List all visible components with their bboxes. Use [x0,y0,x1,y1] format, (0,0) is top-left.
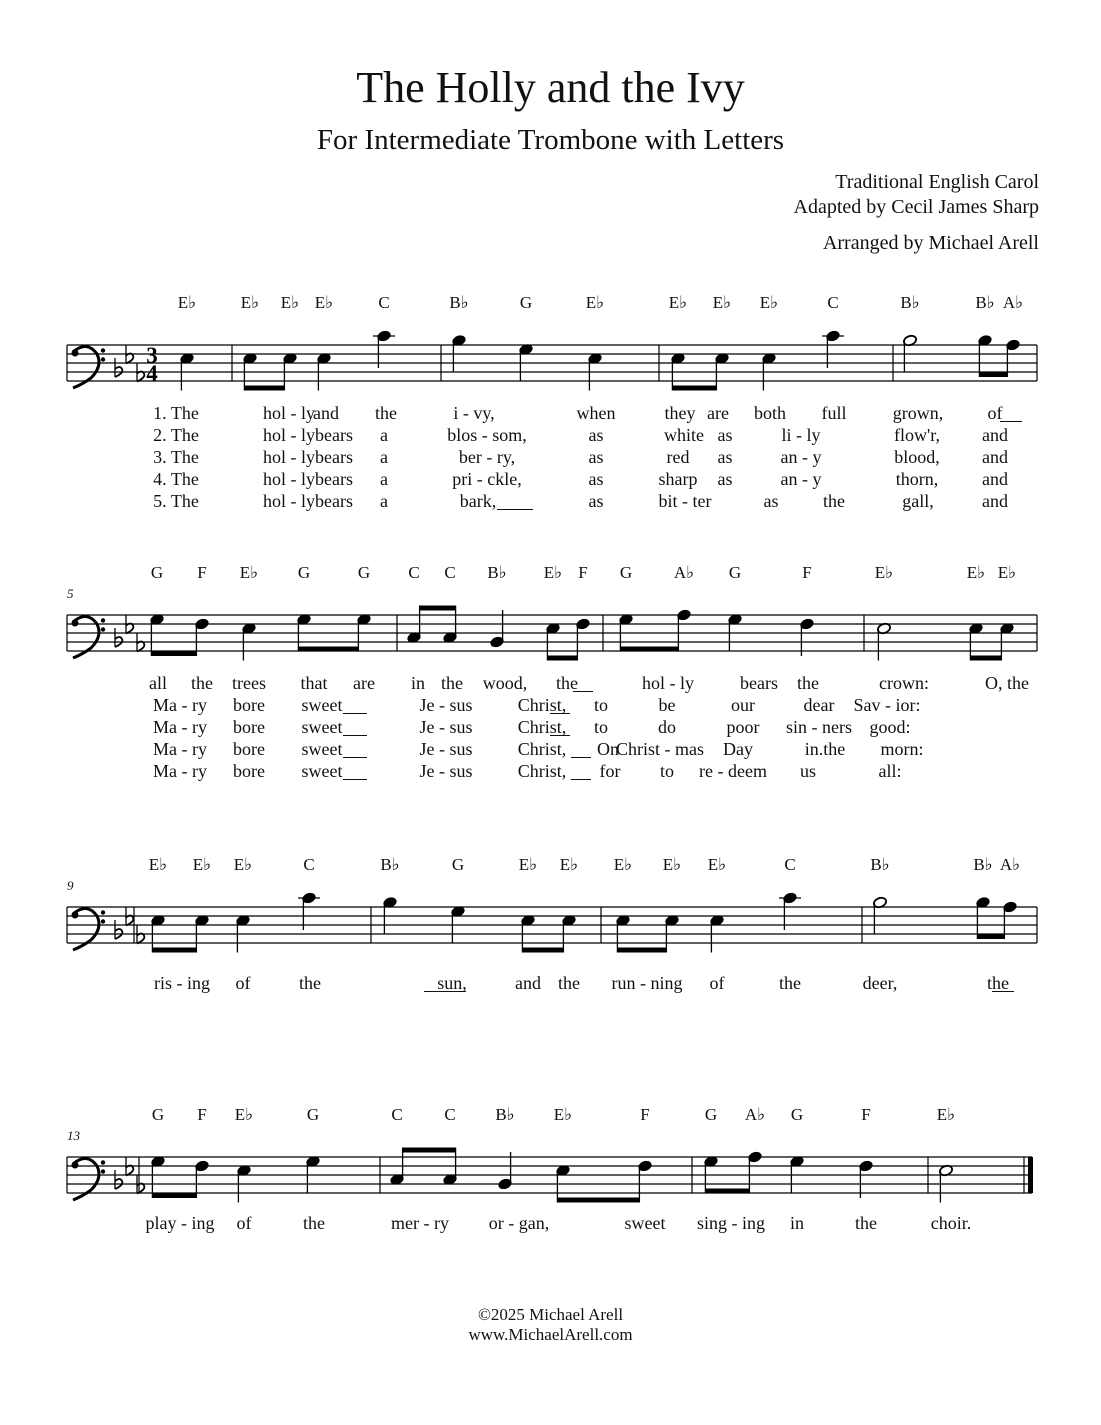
lyric-syllable: Ma - ry [153,761,207,781]
note-letter: E♭ [759,293,779,312]
key-flat-icon [115,1170,122,1189]
lyric-syllable: in [410,673,426,693]
time-signature-bottom: 4 [146,361,158,386]
time-signature-top: 3 [146,343,158,368]
lyric-syllable: a [380,447,388,467]
lyric-syllable: O, the [985,673,1029,693]
credit-adapted: Adapted by Cecil James Sharp [793,196,1039,218]
note-letter: G [451,855,465,874]
measure-number: 13 [67,1128,80,1143]
lyric-syllable: and [313,403,339,423]
lyric-syllable: both [753,403,787,423]
lyric-syllable: Ma - ry [153,739,207,759]
lyric-syllable: bore [233,717,265,737]
note-letter: C [378,293,390,312]
lyric-syllable: of [709,973,725,993]
lyric-syllable: On [597,739,619,759]
credit-traditional: Traditional English Carol [835,171,1039,193]
note-letter: G [519,293,533,312]
lyric-syllable: 4. The [153,469,199,489]
note-letter: E♭ [314,293,334,312]
lyric-syllable: flow'r, [893,425,941,445]
note-letter: E♭ [613,855,633,874]
credit-arranged: Arranged by Michael Arell [822,232,1039,254]
note-letter: F [197,1105,207,1124]
lyric-syllable: do [658,717,676,737]
lyric-syllable: gall, [902,491,934,511]
note-q [498,1152,513,1190]
note-letter: A♭ [1002,293,1024,312]
note-h [939,1164,954,1202]
lyric-syllable: the [558,973,580,993]
note-letter: E♭ [192,855,212,874]
lyric-syllable: sweet [624,1213,666,1233]
key-flat-icon [137,1175,144,1194]
lyric-syllable: Je - sus [419,695,473,715]
lyric-syllable: in [789,1213,805,1233]
lyric-syllable: the [987,973,1009,993]
lyric-syllable: sin - ners [786,717,852,737]
lyric-syllable: are [353,673,375,693]
lyric-syllable: us [799,761,817,781]
note-letter: G [357,563,371,582]
lyric-syllable: sweet [301,739,343,759]
lyric-syllable: pri - ckle, [452,469,522,489]
lyric-syllable: full [821,403,847,423]
lyric-syllable: the [779,973,801,993]
page-title: The Holly and the Ivy [356,63,745,112]
measure-number: 9 [67,878,74,893]
lyric-syllable: crown: [879,673,929,693]
note-letter: F [640,1105,650,1124]
lyric-syllable: morn: [880,739,924,759]
lyric-syllable: and [982,491,1008,511]
lyric-syllable: hol - ly [642,673,694,693]
lyric-syllable: Christ, [517,761,567,781]
note-letter: G [619,563,633,582]
lyric-syllable: as [588,491,604,511]
lyric-syllable: Christ - mas [616,739,704,759]
note-letter: B♭ [449,293,469,312]
note-letter: E♭ [553,1105,573,1124]
lyric-syllable: hol - ly [263,447,315,467]
note-letter: G [704,1105,718,1124]
lyric-syllable: as [717,447,733,467]
lyric-syllable: Ma - ry [153,695,207,715]
note-letter: C [784,855,796,874]
lyric-syllable: to [593,695,609,715]
lyric-syllable: as [763,491,779,511]
lyric-syllable: bears [315,491,353,511]
lyric-syllable: sing - ing [696,1213,766,1233]
note-letter: B♭ [975,293,995,312]
lyric-syllable: or - gan, [488,1213,550,1233]
lyric-syllable: bore [233,761,265,781]
lyric-syllable: the [797,673,819,693]
lyric-syllable: choir. [930,1213,972,1233]
page-subtitle: For Intermediate Trombone with Letters [316,124,785,156]
note-letter: F [802,563,812,582]
note-letter: E♭ [662,855,682,874]
lyric-syllable: a [380,469,388,489]
note-q [237,1164,252,1202]
lyric-syllable: Christ, [517,717,567,737]
lyric-syllable: trees [232,673,266,693]
note-letter: B♭ [900,293,920,312]
note-letter: G [306,1105,320,1124]
lyric-syllable: for [599,761,621,781]
lyric-syllable: dear [803,695,835,715]
lyric-syllable: bears [315,447,353,467]
note-letter: B♭ [380,855,400,874]
lyric-syllable: red [666,447,690,467]
lyric-syllable: the [441,673,463,693]
lyric-syllable: hol - ly [263,425,315,445]
lyric-syllable: of [236,1213,252,1233]
note-letter: E♭ [543,563,563,582]
note-letter: G [790,1105,804,1124]
measure-number: 5 [67,586,74,601]
lyric-syllable: Je - sus [419,761,473,781]
note-letter: E♭ [559,855,579,874]
lyric-syllable: our [731,695,755,715]
note-letter: F [861,1105,871,1124]
lyric-syllable: hol - ly [263,403,315,423]
note-letter: E♭ [233,855,253,874]
lyric-syllable: that [300,673,328,693]
note-letter: E♭ [280,293,300,312]
lyric-syllable: mer - ry [391,1213,449,1233]
lyric-syllable: blood, [894,447,940,467]
lyric-syllable: of [235,973,251,993]
lyric-syllable: Je - sus [419,739,473,759]
note-letter: A♭ [673,563,695,582]
lyric-syllable: i - vy, [453,403,495,423]
note-letter: E♭ [707,855,727,874]
note-letter: E♭ [234,1105,254,1124]
note-letter: G [151,1105,165,1124]
note-letter: B♭ [973,855,993,874]
note-letter: E♭ [997,563,1017,582]
note-letter: E♭ [240,293,260,312]
lyric-syllable: a [380,491,388,511]
lyric-syllable: blos - som, [447,425,527,445]
lyric-syllable: hol - ly [263,469,315,489]
note-q [790,1155,805,1193]
lyric-syllable: and [515,973,541,993]
lyric-syllable: and [982,469,1008,489]
note-letter: F [578,563,588,582]
lyric-syllable: grown, [892,403,944,423]
lyric-syllable: bears [315,469,353,489]
lyric-syllable: ber - ry, [458,447,516,467]
lyric-syllable: the [823,491,845,511]
note-letter: C [444,563,456,582]
lyric-syllable: Christ, [517,695,567,715]
lyric-syllable: the [191,673,213,693]
lyric-syllable: and [982,425,1008,445]
note-letter: E♭ [966,563,986,582]
lyric-syllable: bit - ter [658,491,712,511]
lyric-syllable: poor [726,717,760,737]
lyric-syllable: all: [878,761,902,781]
lyric-syllable: Ma - ry [153,717,207,737]
beam [403,1148,456,1153]
note-letter: C [827,293,839,312]
lyric-syllable: bears [740,673,778,693]
note-letter: E♭ [874,563,894,582]
beam [152,1193,196,1198]
note-letter: E♭ [148,855,168,874]
lyric-syllable: as [717,469,733,489]
lyric-syllable: play - ing [145,1213,215,1233]
note-letter: G [150,563,164,582]
note-letter: E♭ [239,563,259,582]
lyric-syllable: in.the [804,739,846,759]
lyric-syllable: the [303,1213,325,1233]
lyric-syllable: Day [723,739,753,759]
lyric-syllable: run - ning [611,973,683,993]
note-letter: C [391,1105,403,1124]
lyric-syllable: sun, [437,973,467,993]
lyric-syllable: to [593,717,609,737]
lyric-syllable: all [149,673,167,693]
lyric-syllable: re - deem [699,761,767,781]
lyric-syllable: the [556,673,578,693]
lyric-syllable: to [659,761,675,781]
note-letter: B♭ [495,1105,515,1124]
note-letter: A♭ [744,1105,766,1124]
beam [557,1198,639,1203]
lyric-syllable: sweet [301,761,343,781]
footer-website: www.MichaelArell.com [468,1325,633,1344]
footer-copyright: ©2025 Michael Arell [477,1305,624,1324]
note-letter: C [408,563,420,582]
lyric-syllable: sharp [658,469,698,489]
lyric-syllable: a [380,425,388,445]
lyric-syllable: 2. The [153,425,199,445]
lyric-syllable: as [588,447,604,467]
lyric-syllable: ris - ing [154,973,210,993]
lyric-syllable: Sav - ior: [853,695,921,715]
lyric-syllable: are [707,403,729,423]
lyric-syllable: when [576,403,616,423]
lyric-syllable: as [717,425,733,445]
lyric-syllable: as [588,425,604,445]
final-barline-thick [1028,1157,1033,1193]
lyric-syllable: wood, [482,673,528,693]
lyric-syllable: of [987,403,1003,423]
lyric-syllable: they [664,403,696,423]
note-letter: B♭ [487,563,507,582]
lyric-syllable: white [664,425,704,445]
note-letter: E♭ [585,293,605,312]
lyric-syllable: sweet [301,695,343,715]
note-letter: E♭ [936,1105,956,1124]
beam [705,1189,749,1194]
note-letter: E♭ [668,293,688,312]
lyric-syllable: Christ, [517,739,567,759]
lyric-syllable: an - y [780,447,822,467]
lyric-syllable: bore [233,695,265,715]
note-letter: E♭ [177,293,197,312]
lyric-syllable: the [299,973,321,993]
lyric-syllable: good: [869,717,911,737]
lyric-syllable: deer, [862,973,898,993]
note-letter: E♭ [712,293,732,312]
lyric-syllable: the [375,403,397,423]
note-letter: A♭ [999,855,1021,874]
note-letter: F [197,563,207,582]
lyric-syllable: 1. The [153,403,199,423]
lyric-syllable: and [982,447,1008,467]
lyric-syllable: bark, [459,491,497,511]
note-letter: C [444,1105,456,1124]
lyric-syllable: li - ly [781,425,821,445]
note-letter: G [297,563,311,582]
note-q [306,1155,321,1193]
note-letter: G [728,563,742,582]
lyric-syllable: bears [315,425,353,445]
note-letter: E♭ [518,855,538,874]
note-q [859,1160,874,1198]
note-letter: B♭ [870,855,890,874]
lyric-syllable: sweet [301,717,343,737]
lyric-syllable: be [658,695,676,715]
lyric-syllable: 5. The [153,491,199,511]
lyric-syllable: as [588,469,604,489]
lyric-syllable: the [855,1213,877,1233]
key-flat-icon [126,1157,133,1176]
note-letter: C [303,855,315,874]
lyric-syllable: an - y [780,469,822,489]
lyric-syllable: Je - sus [419,717,473,737]
lyric-syllable: thorn, [895,469,939,489]
lyric-syllable: hol - ly [263,491,315,511]
lyric-syllable: bore [233,739,265,759]
lyric-syllable: 3. The [153,447,199,467]
